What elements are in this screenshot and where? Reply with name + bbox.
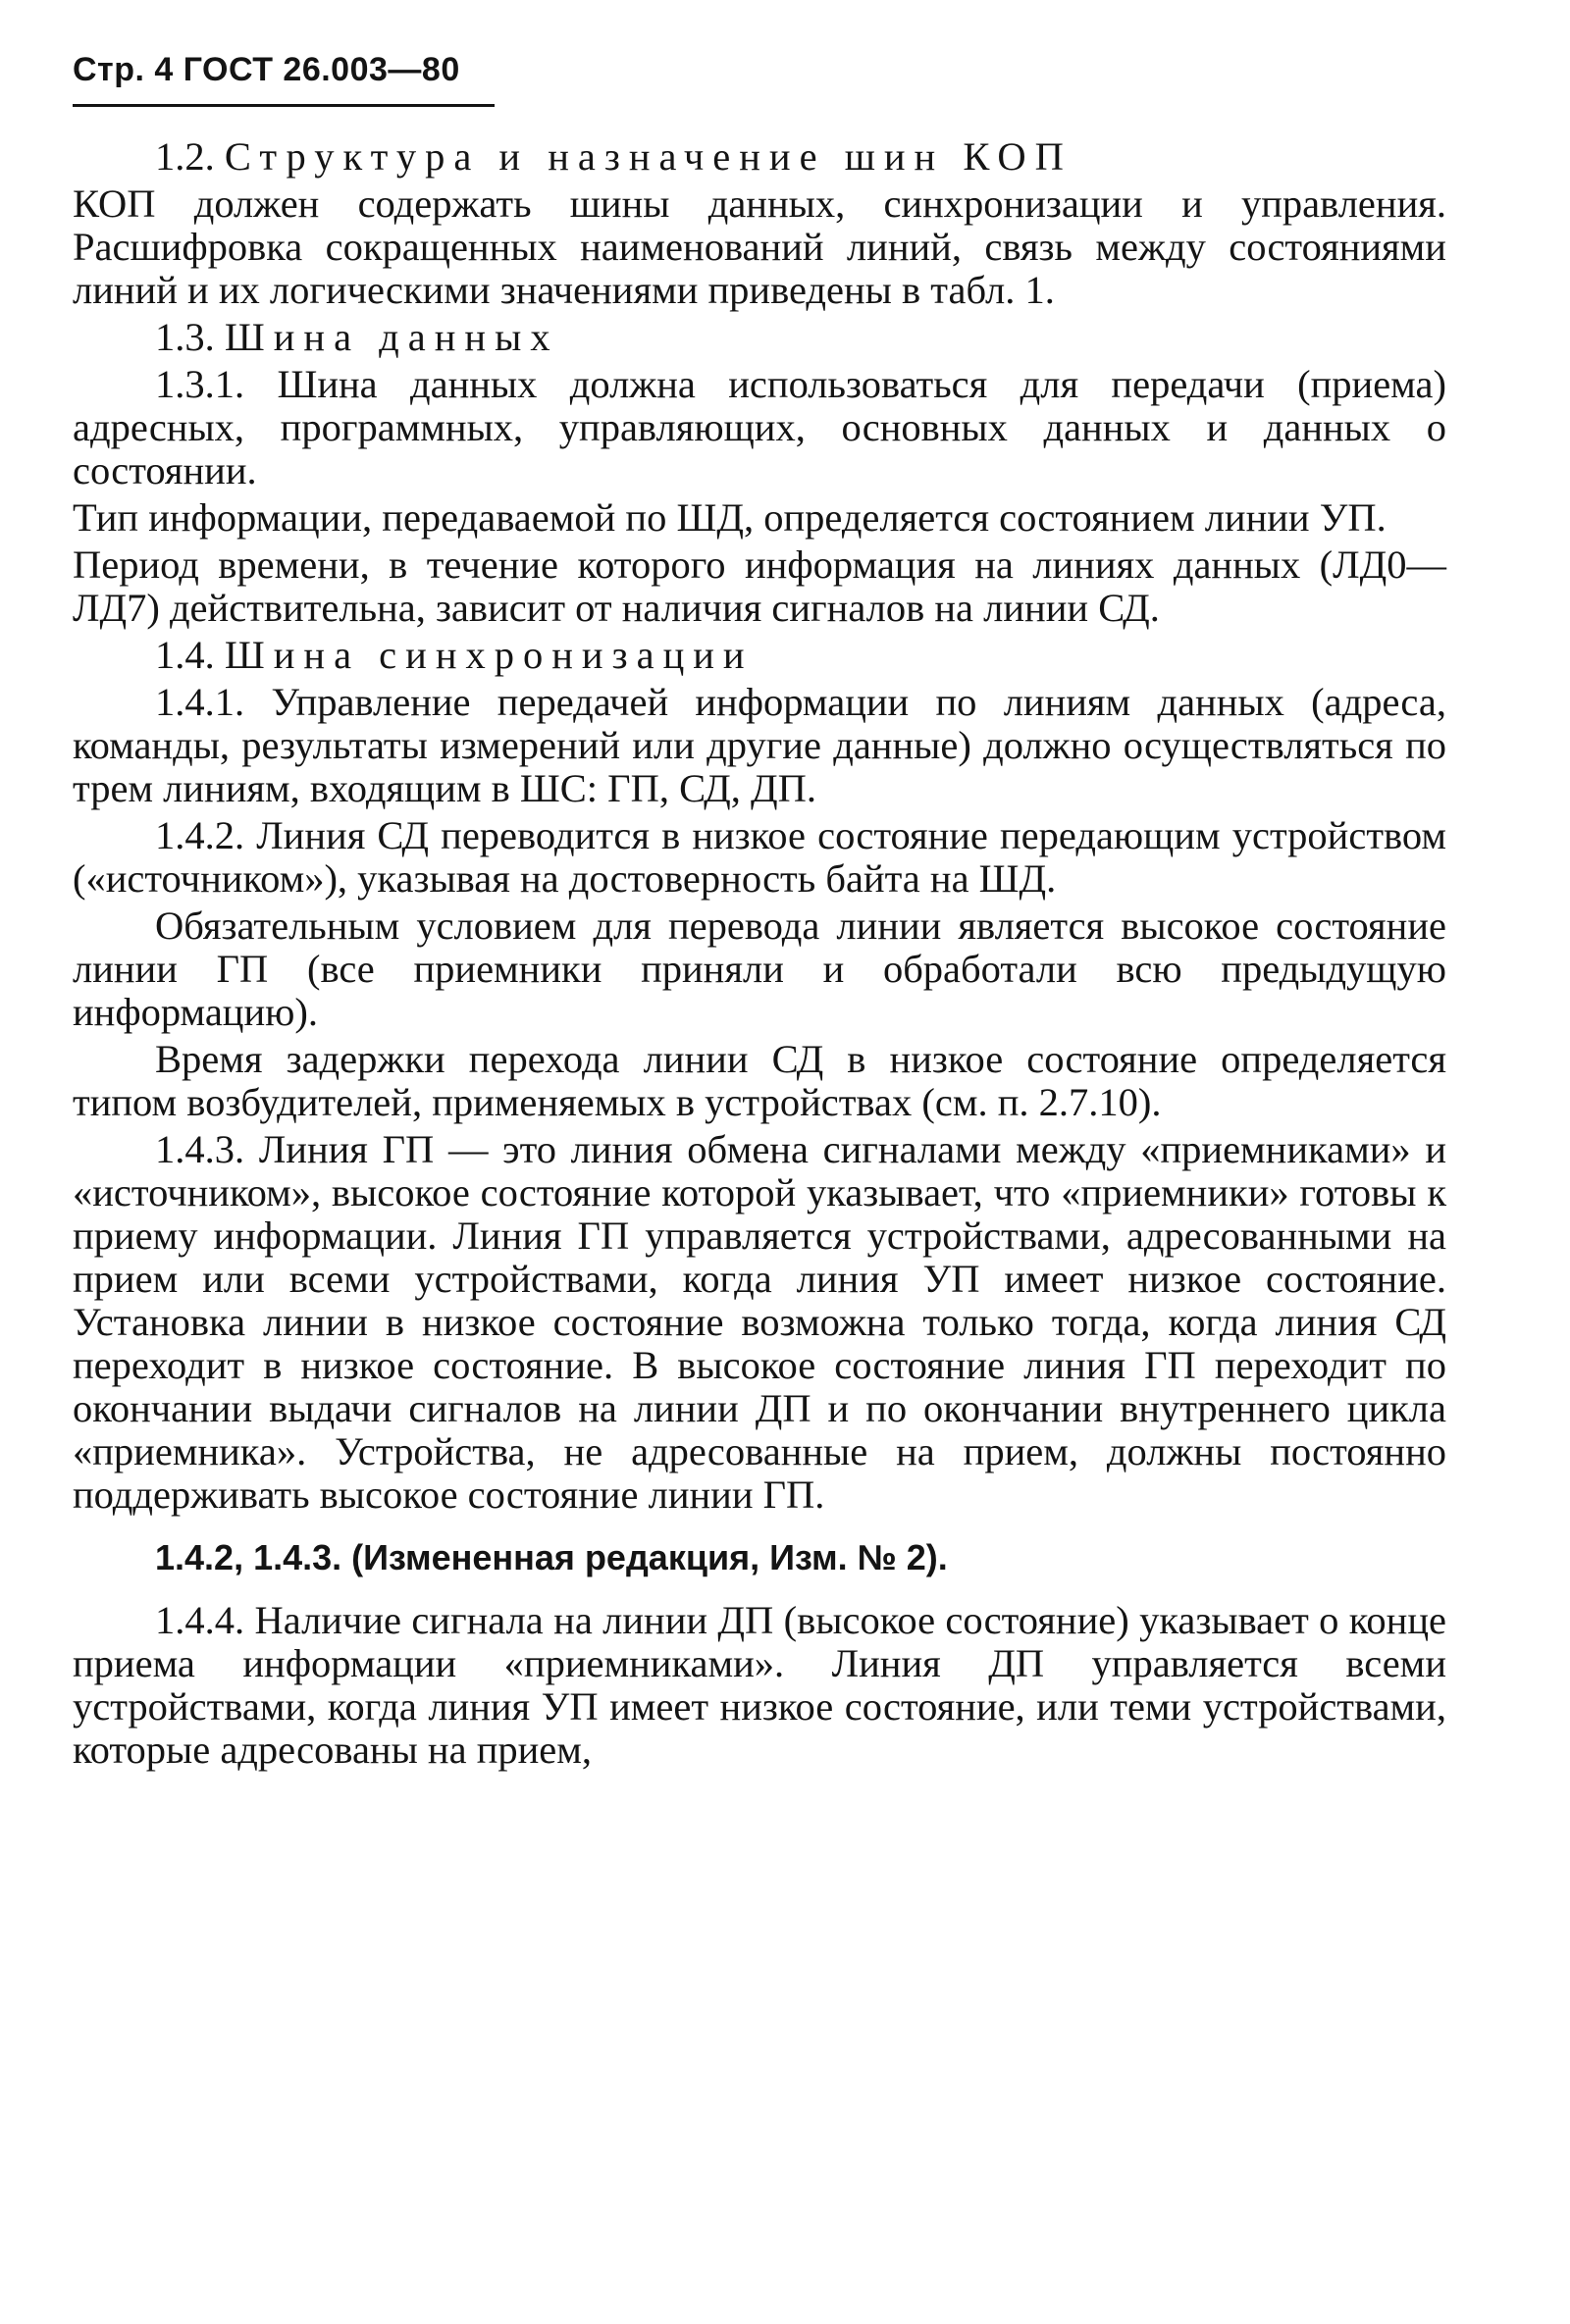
paragraph-1-4-1: 1.4.1. Управление передачей информации по линиям данных (адреса, команды, результаты измерений или другие данные) должно осуществляться по трем линиям, входящим в ШС: ГП, СД, ДП. (73, 680, 1446, 810)
running-header: Стр. 4 ГОСТ 26.003—80 (73, 51, 460, 88)
section-title: Шина данных (224, 315, 559, 359)
paragraph-1-4-2-b: Обязательным условием для перевода линии является высокое состояние линии ГП (все приемники приняли и обработали всю предыдущую информацию). (73, 904, 1446, 1034)
section-title: Структура и назначение шин КОП (224, 134, 1073, 179)
paragraph-1-3-1: 1.3.1. Шина данных должна использоваться для передачи (приема) адресных, программных, управляющих, основных данных и данных о состоянии. (73, 362, 1446, 492)
paragraph-1-4-2-c: Время задержки перехода линии СД в низкое состояние определяется типом возбудителей, применяемых в устройствах (см. п. 2.7.10). (73, 1037, 1446, 1124)
section-heading-1-4 (73, 634, 1446, 677)
paragraph-1-3-1-c: Период времени, в течение которого информация на линиях данных (ЛД0—ЛД7) действительна, зависит от наличия сигналов на линии СД. (73, 542, 1446, 630)
section-heading-1-2 (73, 135, 1446, 179)
paragraph-1-4-4: 1.4.4. Наличие сигнала на линии ДП (высокое состояние) указывает о конце приема информации «приемниками». Линия ДП управляется всеми устройствами, когда линия УП имеет низкое состояние, или теми устройствами, которые адресованы на прием, (73, 1598, 1446, 1772)
section-number: 1.4. (155, 633, 215, 677)
section-number: 1.3. (155, 315, 215, 359)
paragraph-1-4-2: 1.4.2. Линия СД переводится в низкое состояние передающим устройством («источником»), указывая на достоверность байта на ШД. (73, 813, 1446, 901)
header-rule (73, 104, 495, 107)
paragraph-1-4-3: 1.4.3. Линия ГП — это линия обмена сигналами между «приемниками» и «источником», высокое состояние которой указывает, что «приемники» готовы к приему информации. Линия ГП управляется устройствами, адресованными на прием или всеми устройствами, когда линия УП имеет низкое состояние. Установка линии в низкое состояние возможна только тогда, когда линия СД переходит в низкое состояние. В высокое состояние линия ГП переходит по окончании выдачи сигналов на линии ДП и по окончании внутреннего цикла «приемника». Устройства, не адресованные на прием, должны постоянно поддерживать высокое состояние линии ГП. (73, 1127, 1446, 1517)
amendment-note: 1.4.2, 1.4.3. (Измененная редакция, Изм. № 2). (155, 1537, 948, 1577)
paragraph-1-2: КОП должен содержать шины данных, синхронизации и управления. Расшифровка сокращенных наименований линий, связь между состояниями линий и их логическими значениями приведены в табл. 1. (73, 181, 1446, 312)
section-number: 1.2. (155, 134, 215, 179)
page-body (73, 135, 1446, 1776)
section-heading-1-3 (73, 316, 1446, 359)
section-title: Шина синхронизации (224, 633, 754, 677)
paragraph-1-3-1-b: Тип информации, передаваемой по ШД, определяется состоянием линии УП. (73, 495, 1387, 540)
